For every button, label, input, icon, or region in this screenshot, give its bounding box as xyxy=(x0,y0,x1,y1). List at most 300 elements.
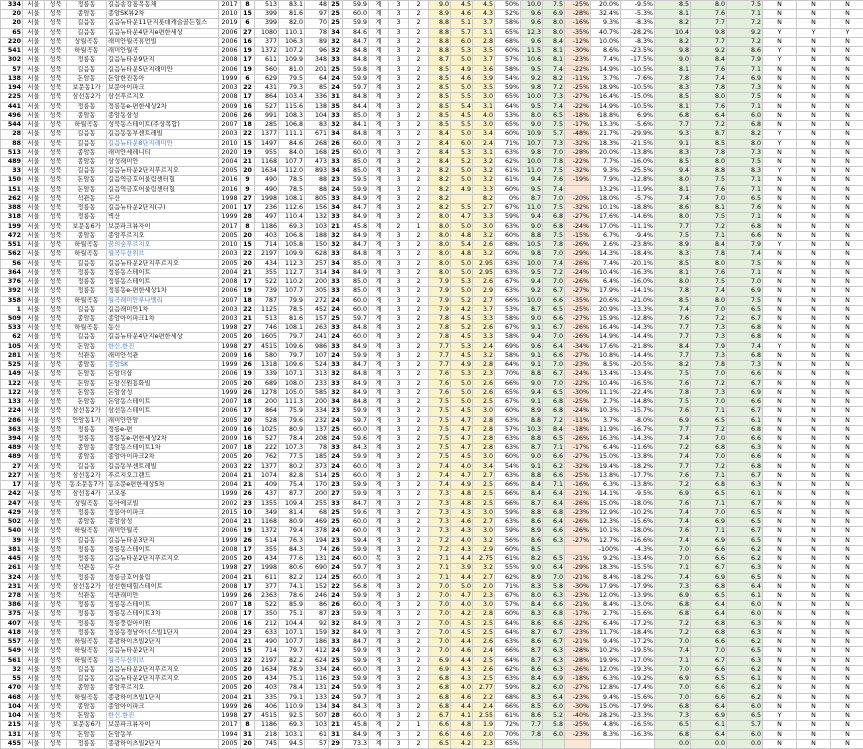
cell-c8: 108.1 xyxy=(279,194,305,203)
cell-c20: 7.0 xyxy=(543,250,565,259)
cell-c17: 3.5 xyxy=(473,47,495,56)
cell-floors: 21 xyxy=(241,157,255,166)
cell-c14: 2 xyxy=(409,305,429,314)
cell-c20: 5.8 xyxy=(543,721,565,730)
cell-r5: 6.7 xyxy=(727,407,763,416)
cell-city: 서울 xyxy=(23,314,45,323)
cell-c12: 계 xyxy=(369,573,389,582)
cell-r1: 20.9% xyxy=(591,305,621,314)
table-row xyxy=(1,398,863,407)
cell-units: 409 xyxy=(255,481,279,490)
cell-c9: 83 xyxy=(305,121,329,130)
cell-c12: 계 xyxy=(369,656,389,665)
cell-pct: 7.7 xyxy=(521,721,543,730)
cell-pct: 8.5 xyxy=(521,545,543,554)
cell-r3: 6.9 xyxy=(655,490,691,499)
cell-r6: N xyxy=(763,702,797,711)
cell-pct: 8.7 xyxy=(521,194,543,203)
cell-c16: 5.0 xyxy=(451,398,473,407)
cell-id: 278 xyxy=(1,592,23,601)
cell-r1: 15.0% xyxy=(591,453,621,462)
cell-c17: 2.8 xyxy=(473,425,495,434)
cell-floors: 21 xyxy=(241,573,255,582)
cell-c20: 7.2 xyxy=(543,416,565,425)
cell-year: 2004 xyxy=(219,268,241,277)
cell-r6: N xyxy=(763,157,797,166)
cell-dong: 하월곡동 xyxy=(67,241,107,250)
cell-r1: 10.3% xyxy=(591,407,621,416)
cell-r6: N xyxy=(763,435,797,444)
cell-c8: 111.1 xyxy=(279,130,305,139)
cell-r1: 32.4% xyxy=(591,10,621,19)
cell-c9: 334 xyxy=(305,407,329,416)
cell-r6: N xyxy=(763,204,797,213)
cell-pct: 8.7 xyxy=(521,499,543,508)
cell-c9: 507 xyxy=(305,712,329,721)
cell-district: 성북 xyxy=(45,361,67,370)
cell-c14: 2 xyxy=(409,130,429,139)
cell-dong: 종암동 xyxy=(67,518,107,527)
cell-c15: 8.0 xyxy=(429,268,451,277)
cell-r6: N xyxy=(763,19,797,28)
cell-c8: 79.7 xyxy=(279,333,305,342)
cell-c17: 2.4 xyxy=(473,702,495,711)
cell-c11: 60.0 xyxy=(343,305,369,314)
cell-r6: N xyxy=(763,93,797,102)
cell-r7: N xyxy=(797,610,831,619)
cell-c15: 7.0 xyxy=(429,638,451,647)
cell-r3: 8.1 xyxy=(655,10,691,19)
cell-r1: 18.0% xyxy=(591,194,621,203)
cell-c15: 6.6 xyxy=(429,730,451,739)
cell-c9: 348 xyxy=(305,56,329,65)
cell-r3: 7.4 xyxy=(655,647,691,656)
cell-name: 동소문e편한세상5차 xyxy=(107,481,219,490)
cell-c17: 3.3 xyxy=(473,213,495,222)
cell-r7: N xyxy=(797,333,831,342)
cell-c17: 1.9 xyxy=(473,721,495,730)
cell-r5: 6.3 xyxy=(727,656,763,665)
cell-dong: 돈암동 xyxy=(67,74,107,83)
cell-c21: -34% xyxy=(565,342,591,351)
cell-r2: -16.0% xyxy=(621,157,655,166)
cell-c11: 84.3 xyxy=(343,444,369,453)
cell-r4: 7.3 xyxy=(691,324,727,333)
cell-c16: 4.8 xyxy=(451,231,473,240)
cell-c9: 159 xyxy=(305,628,329,637)
cell-c11: 84.8 xyxy=(343,56,369,65)
cell-c15: 6.8 xyxy=(429,675,451,684)
cell-dong: 정릉동 xyxy=(67,628,107,637)
cell-units: 513 xyxy=(255,1,279,10)
cell-c17: 2.7 xyxy=(473,518,495,527)
cell-c11: 59.9 xyxy=(343,656,369,665)
cell-r6: N xyxy=(763,564,797,573)
cell-r4: 6.4 xyxy=(691,702,727,711)
cell-r4: 6.4 xyxy=(691,610,727,619)
cell-c17: 2.7 xyxy=(473,573,495,582)
cell-r4: 6.8 xyxy=(691,444,727,453)
cell-c16: 4.3 xyxy=(451,527,473,536)
cell-year: 2004 xyxy=(219,638,241,647)
cell-dong: 석관동 xyxy=(67,564,107,573)
cell-c12: 계 xyxy=(369,379,389,388)
cell-c14: 2 xyxy=(409,675,429,684)
cell-floors: 20 xyxy=(241,555,255,564)
cell-c12: 계 xyxy=(369,287,389,296)
cell-r7: N xyxy=(797,407,831,416)
cell-district: 성북 xyxy=(45,324,67,333)
cell-year: 1999 xyxy=(219,213,241,222)
cell-r6: N xyxy=(763,453,797,462)
cell-pct: 9.4 xyxy=(521,388,543,397)
cell-r1: 20.0% xyxy=(591,1,621,10)
cell-c14: 2 xyxy=(409,102,429,111)
cell-c17: 2.7 xyxy=(473,204,495,213)
cell-c10: 33 xyxy=(329,111,343,120)
cell-units: 560 xyxy=(255,65,279,74)
cell-floors: 15 xyxy=(241,139,255,148)
cell-c16: 5.0 xyxy=(451,176,473,185)
cell-c17: 2.3 xyxy=(473,370,495,379)
cell-c18: 53% xyxy=(495,111,521,120)
cell-r1: 9.2% xyxy=(591,555,621,564)
cell-r3: 8.5 xyxy=(655,1,691,10)
cell-r8: N xyxy=(831,656,863,665)
cell-c16: 4.6 xyxy=(451,693,473,702)
cell-name: 길음뉴타운2단지(구) xyxy=(107,204,219,213)
cell-c17: 3.7 xyxy=(473,19,495,28)
cell-name: 길음뉴타운5단지래미안 xyxy=(107,65,219,74)
cell-units: 1998 xyxy=(255,564,279,573)
cell-c12: 계 xyxy=(369,471,389,480)
cell-units: 864 xyxy=(255,93,279,102)
cell-c14: 2 xyxy=(409,444,429,453)
cell-c15: 6.5 xyxy=(429,739,451,748)
cell-c20: 6.8 xyxy=(543,610,565,619)
cell-c14: 2 xyxy=(409,194,429,203)
cell-c13: 3 xyxy=(389,628,409,637)
cell-c13: 3 xyxy=(389,582,409,591)
cell-r8: N xyxy=(831,213,863,222)
cell-city: 서울 xyxy=(23,241,45,250)
cell-units: 1168 xyxy=(255,518,279,527)
cell-c20: 7.5 xyxy=(543,1,565,10)
cell-r4: 8.4 xyxy=(691,241,727,250)
cell-c14: 2 xyxy=(409,665,429,674)
cell-r2: -7.6% xyxy=(621,74,655,83)
cell-c12: 계 xyxy=(369,102,389,111)
cell-c10: 24 xyxy=(329,564,343,573)
cell-c21: -26% xyxy=(565,278,591,287)
cell-c15: 7.4 xyxy=(429,471,451,480)
cell-city: 서울 xyxy=(23,333,45,342)
cell-r5: 6.6 xyxy=(727,453,763,462)
cell-r4: 6.6 xyxy=(691,684,727,693)
cell-year: 2007 xyxy=(219,296,241,305)
cell-r3: 7.0 xyxy=(655,638,691,647)
cell-c21: -27% xyxy=(565,536,591,545)
cell-r8: N xyxy=(831,139,863,148)
table-row xyxy=(1,278,863,287)
cell-name: 길음뉴타운2단지 xyxy=(107,647,219,656)
cell-c15: 7.1 xyxy=(429,564,451,573)
cell-pct: 10.3 xyxy=(521,425,543,434)
cell-id: 247 xyxy=(1,499,23,508)
cell-r4: 6.1 xyxy=(691,721,727,730)
cell-r8: N xyxy=(831,573,863,582)
cell-id: 138 xyxy=(1,74,23,83)
cell-c11: 59.9 xyxy=(343,675,369,684)
cell-c8: 81.4 xyxy=(279,508,305,517)
cell-r4: 7.1 xyxy=(691,471,727,480)
cell-r1: 20.6% xyxy=(591,296,621,305)
cell-c16: 5.3 xyxy=(451,342,473,351)
cell-c9: 170 xyxy=(305,481,329,490)
cell-r5: 5.7 xyxy=(727,721,763,730)
cell-r6: N xyxy=(763,10,797,19)
cell-r3: 7.0 xyxy=(655,665,691,674)
cell-id: 104 xyxy=(1,702,23,711)
cell-c20: 6.7 xyxy=(543,628,565,637)
cell-c9: 893 xyxy=(305,167,329,176)
cell-c8: 76.3 xyxy=(279,536,305,545)
cell-r2: -8.3% xyxy=(621,37,655,46)
cell-r8: N xyxy=(831,647,863,656)
cell-c21: -17% xyxy=(565,610,591,619)
cell-c13: 3 xyxy=(389,638,409,647)
cell-r3: 6.9 xyxy=(655,416,691,425)
cell-city: 서울 xyxy=(23,536,45,545)
cell-c20: 7.5 xyxy=(543,204,565,213)
cell-r6: N xyxy=(763,121,797,130)
cell-c20: 8.4 xyxy=(543,37,565,46)
cell-c18: 67% xyxy=(495,204,521,213)
cell-c11: 59.7 xyxy=(343,314,369,323)
cell-r3: 7.4 xyxy=(655,536,691,545)
cell-floors: 20 xyxy=(241,739,255,748)
cell-c11: 59.9 xyxy=(343,545,369,554)
cell-district: 성북 xyxy=(45,130,67,139)
cell-district: 성북 xyxy=(45,592,67,601)
cell-id: 418 xyxy=(1,628,23,637)
cell-c18: 60% xyxy=(495,545,521,554)
cell-c18: 63% xyxy=(495,416,521,425)
cell-c10: 24 xyxy=(329,333,343,342)
cell-r3: 7.2 xyxy=(655,444,691,453)
cell-dong: 돈암동 xyxy=(67,712,107,721)
cell-r3: 8.2 xyxy=(655,361,691,370)
cell-r3: 9.1 xyxy=(655,139,691,148)
cell-r4: 7.5 xyxy=(691,278,727,287)
cell-c20 xyxy=(543,545,565,554)
cell-c13: 3 xyxy=(389,730,409,739)
cell-r3: 8.3 xyxy=(655,250,691,259)
cell-c16: 5.3 xyxy=(451,278,473,287)
cell-c9: 208 xyxy=(305,435,329,444)
cell-r8: N xyxy=(831,619,863,628)
cell-c12: 계 xyxy=(369,84,389,93)
cell-dong: 종암동 xyxy=(67,314,107,323)
cell-c14: 2 xyxy=(409,462,429,471)
cell-dong: 정릉동 xyxy=(67,508,107,517)
table-row xyxy=(1,407,863,416)
cell-r6: N xyxy=(763,314,797,323)
cell-c10: 31 xyxy=(329,730,343,739)
cell-pct: 8.8 xyxy=(521,370,543,379)
cell-c12: 계 xyxy=(369,351,389,360)
cell-c12: 계 xyxy=(369,702,389,711)
table-row xyxy=(1,453,863,462)
cell-r4: 7.6 xyxy=(691,185,727,194)
cell-c12: 계 xyxy=(369,1,389,10)
cell-c14: 2 xyxy=(409,342,429,351)
cell-r2: -10.2% xyxy=(621,508,655,517)
cell-units: 1605 xyxy=(255,333,279,342)
cell-r1: 10.1% xyxy=(591,527,621,536)
cell-c18: 64% xyxy=(495,628,521,637)
cell-r8: N xyxy=(831,739,863,748)
cell-r2: -17.0% xyxy=(621,656,655,665)
cell-units: 611 xyxy=(255,573,279,582)
cell-c17: 3.7 xyxy=(473,56,495,65)
cell-r1: 12.3% xyxy=(591,518,621,527)
cell-c20: 6.5 xyxy=(543,555,565,564)
cell-year: 1999 xyxy=(219,361,241,370)
cell-floors: 16 xyxy=(241,102,255,111)
cell-id: 27 xyxy=(1,462,23,471)
cell-c8: 79.7 xyxy=(279,351,305,360)
cell-c17: 3.5 xyxy=(473,84,495,93)
cell-floors: 27 xyxy=(241,564,255,573)
cell-r4: 6.9 xyxy=(691,536,727,545)
cell-r2: -13.4% xyxy=(621,370,655,379)
cell-units: 1074 xyxy=(255,471,279,480)
cell-dong: 길음동 xyxy=(67,675,107,684)
cell-c20: 6.4 xyxy=(543,518,565,527)
cell-c14: 2 xyxy=(409,241,429,250)
cell-c14: 1 xyxy=(409,222,429,231)
cell-r1: 17.6% xyxy=(591,213,621,222)
cell-r2: -18.0% xyxy=(621,499,655,508)
table-row xyxy=(1,647,863,656)
cell-c12: 계 xyxy=(369,324,389,333)
cell-c14: 2 xyxy=(409,10,429,19)
cell-r3: 7.4 xyxy=(655,453,691,462)
cell-name: 길음동동부센트레빌 xyxy=(107,130,219,139)
cell-c17: 3.2 xyxy=(473,167,495,176)
cell-r3: 8.5 xyxy=(655,93,691,102)
cell-c18: 50% xyxy=(495,1,521,10)
cell-r3: 8.5 xyxy=(655,296,691,305)
cell-city: 서울 xyxy=(23,619,45,628)
cell-city: 서울 xyxy=(23,268,45,277)
cell-r4: 7.5 xyxy=(691,213,727,222)
cell-c9: 671 xyxy=(305,130,329,139)
cell-district: 성북 xyxy=(45,435,67,444)
cell-r3: 6.5 xyxy=(655,721,691,730)
cell-id: 225 xyxy=(1,93,23,102)
cell-c17: 2.5 xyxy=(473,675,495,684)
cell-r4: 6.6 xyxy=(691,693,727,702)
cell-r7: N xyxy=(797,592,831,601)
cell-c16: 4.5 xyxy=(451,351,473,360)
cell-c16: 3.9 xyxy=(451,564,473,573)
table-row xyxy=(1,231,863,240)
cell-floors: 17 xyxy=(241,56,255,65)
cell-r6: N xyxy=(763,545,797,554)
cell-r1 xyxy=(591,739,621,748)
cell-pct: 10.5 xyxy=(521,241,543,250)
cell-c8: 78.5 xyxy=(279,176,305,185)
cell-r3: 8.3 xyxy=(655,84,691,93)
cell-c17: 3.2 xyxy=(473,250,495,259)
cell-floors: 18 xyxy=(241,121,255,130)
cell-c15: 8.8 xyxy=(429,37,451,46)
cell-name: 한신.한진 xyxy=(107,712,219,721)
cell-name: 길음뉴타운2단지푸르지오 xyxy=(107,675,219,684)
cell-c20: 7.1 xyxy=(543,444,565,453)
cell-c16 xyxy=(451,194,473,203)
cell-year: 2008 xyxy=(219,610,241,619)
cell-name: 보문파크뷰자이 xyxy=(107,721,219,730)
cell-c20: 7.0 xyxy=(543,333,565,342)
cell-r2: 6.9% xyxy=(621,111,655,120)
cell-pct: 11.0 xyxy=(521,167,543,176)
cell-c15: 7.0 xyxy=(429,601,451,610)
cell-c17: 3.0 xyxy=(473,93,495,102)
cell-dong: 종암동 xyxy=(67,111,107,120)
cell-r5: 6.5 xyxy=(727,305,763,314)
cell-r7: N xyxy=(797,167,831,176)
cell-name: 월곡두산위브 xyxy=(107,250,219,259)
cell-year: 2009 xyxy=(219,102,241,111)
cell-c11: 85.0 xyxy=(343,157,369,166)
cell-r7: N xyxy=(797,287,831,296)
cell-r7: N xyxy=(797,213,831,222)
cell-r3: 8.2 xyxy=(655,37,691,46)
cell-r1: 11.1% xyxy=(591,388,621,397)
cell-r2: -9.5% xyxy=(621,490,655,499)
cell-c14: 2 xyxy=(409,693,429,702)
cell-r1: 11.9% xyxy=(591,425,621,434)
cell-c13: 3 xyxy=(389,278,409,287)
cell-c20: 7.0 xyxy=(543,148,565,157)
cell-r1: 2.7% xyxy=(591,610,621,619)
cell-c9: 232 xyxy=(305,416,329,425)
cell-c14: 2 xyxy=(409,582,429,591)
cell-r5: 6.7 xyxy=(727,379,763,388)
cell-c11: 84.7 xyxy=(343,241,369,250)
cell-r4: 9.2 xyxy=(691,47,727,56)
cell-c13: 3 xyxy=(389,351,409,360)
cell-pct: 9.1 xyxy=(521,324,543,333)
cell-c18: 59% xyxy=(495,508,521,517)
cell-floors: 19 xyxy=(241,370,255,379)
cell-r1: 9.4% xyxy=(591,693,621,702)
cell-c16: 4.6 xyxy=(451,74,473,83)
cell-dong: 길음동 xyxy=(67,19,107,28)
cell-c14: 2 xyxy=(409,250,429,259)
cell-dong: 보문동6가 xyxy=(67,222,107,231)
cell-r6: N xyxy=(763,379,797,388)
cell-r8: N xyxy=(831,84,863,93)
cell-district: 성북 xyxy=(45,490,67,499)
cell-district: 성북 xyxy=(45,194,67,203)
cell-district: 성북 xyxy=(45,739,67,748)
cell-c8: 81.0 xyxy=(279,65,305,74)
cell-c15: 7.3 xyxy=(429,527,451,536)
